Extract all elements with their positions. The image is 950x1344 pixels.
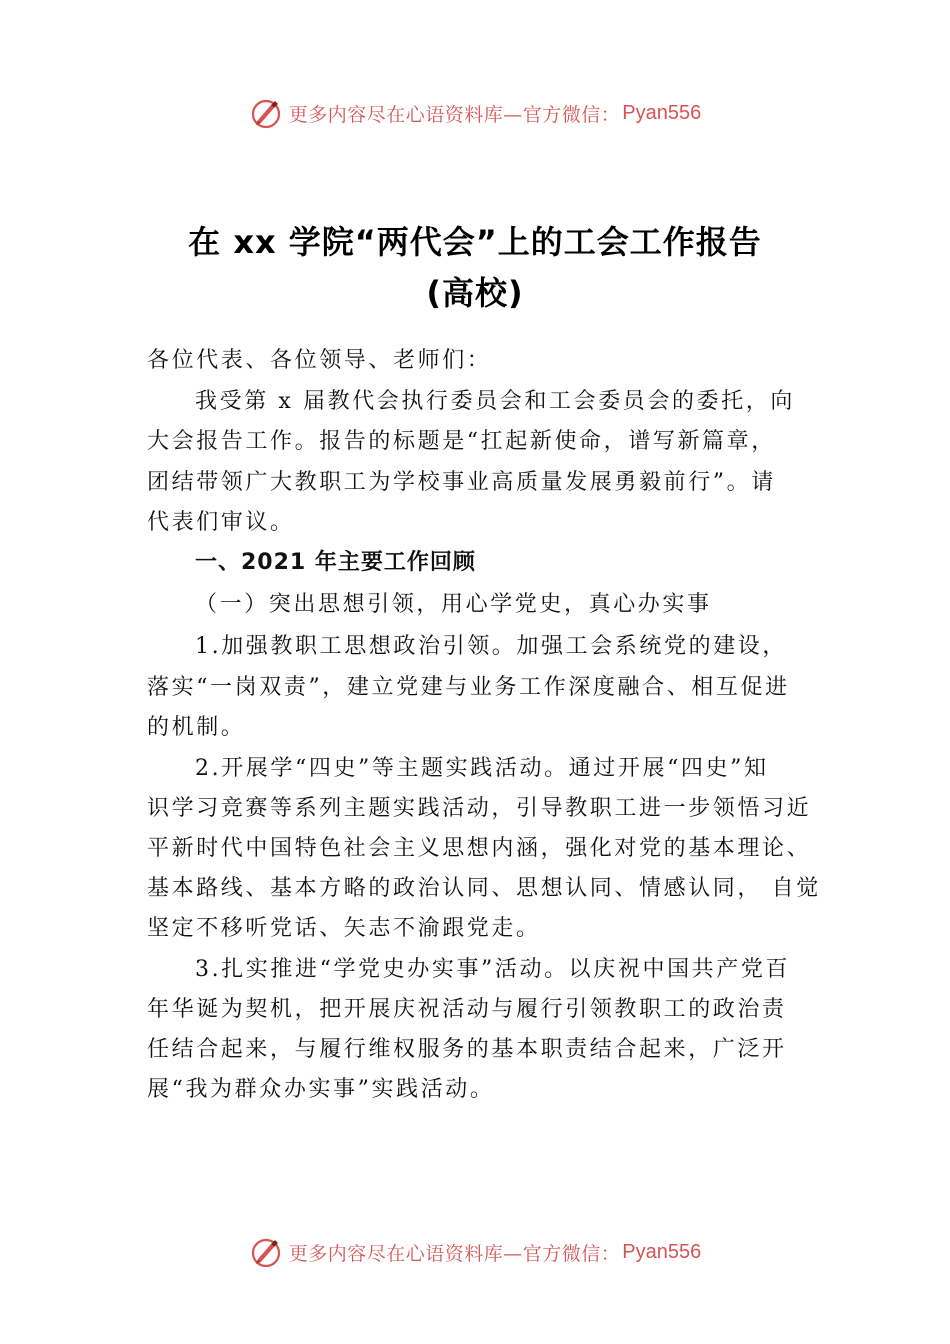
header-watermark bbox=[0, 93, 950, 133]
watermark-wechat-id: Pyan556 bbox=[622, 1240, 702, 1263]
watermark-text: 更多内容尽在心语资料库—官方微信： bbox=[288, 103, 621, 126]
document-subtitle: (高校) bbox=[426, 274, 524, 312]
body-line: 平新时代中国特色社会主义思想内涵，强化对党的基本理论、 bbox=[147, 836, 812, 861]
section-heading: 一、2021 年主要工作回顾 bbox=[195, 550, 476, 575]
body-line: 的机制。 bbox=[147, 715, 246, 740]
body-line: 任结合起来，与履行维权服务的基本职责结合起来，广泛开 bbox=[147, 1037, 787, 1062]
body-line: 我受第 x 届教代会执行委员会和工会委员会的委托，向 bbox=[195, 389, 795, 414]
body-line: 代表们审议。 bbox=[147, 510, 295, 535]
document-title: 在 xx 学院“两代会”上的工会工作报告 bbox=[188, 223, 762, 261]
body-line: 团结带领广大教职工为学校事业高质量发展勇毅前行”。请 bbox=[147, 470, 776, 495]
body-line: 1.加强教职工思想政治引领。加强工会系统党的建设， bbox=[195, 634, 787, 659]
body-line: 基本路线、基本方略的政治认同、思想认同、情感认同， 自觉 bbox=[147, 876, 821, 901]
pen-circle-logo-icon bbox=[249, 96, 283, 130]
subsection-heading: （一）突出思想引领，用心学党史，真心办实事 bbox=[195, 592, 712, 617]
body-line: 大会报告工作。报告的标题是“扛起新使命，谱写新篇章， bbox=[147, 429, 776, 454]
footer-watermark bbox=[0, 1232, 950, 1272]
salutation: 各位代表、各位领导、老师们： bbox=[147, 348, 492, 373]
body-line: 落实“一岗双责”，建立党建与业务工作深度融合、相互促进 bbox=[147, 675, 790, 700]
watermark-text: 更多内容尽在心语资料库—官方微信： bbox=[288, 1242, 621, 1265]
body-line: 坚定不移听党话、矢志不渝跟党走。 bbox=[147, 916, 541, 941]
body-line: 展“我为群众办实事”实践活动。 bbox=[147, 1077, 495, 1102]
body-line: 3.扎实推进“学党史办实事”活动。以庆祝中国共产党百 bbox=[195, 957, 791, 982]
body-line: 2.开展学“四史”等主题实践活动。通过开展“四史”知 bbox=[195, 756, 769, 781]
pen-circle-logo-icon bbox=[249, 1235, 283, 1269]
watermark-wechat-id: Pyan556 bbox=[622, 101, 702, 124]
body-line: 识学习竞赛等系列主题实践活动，引导教职工进一步领悟习近 bbox=[147, 796, 812, 821]
body-line: 年华诞为契机，把开展庆祝活动与履行引领教职工的政治责 bbox=[147, 997, 787, 1022]
